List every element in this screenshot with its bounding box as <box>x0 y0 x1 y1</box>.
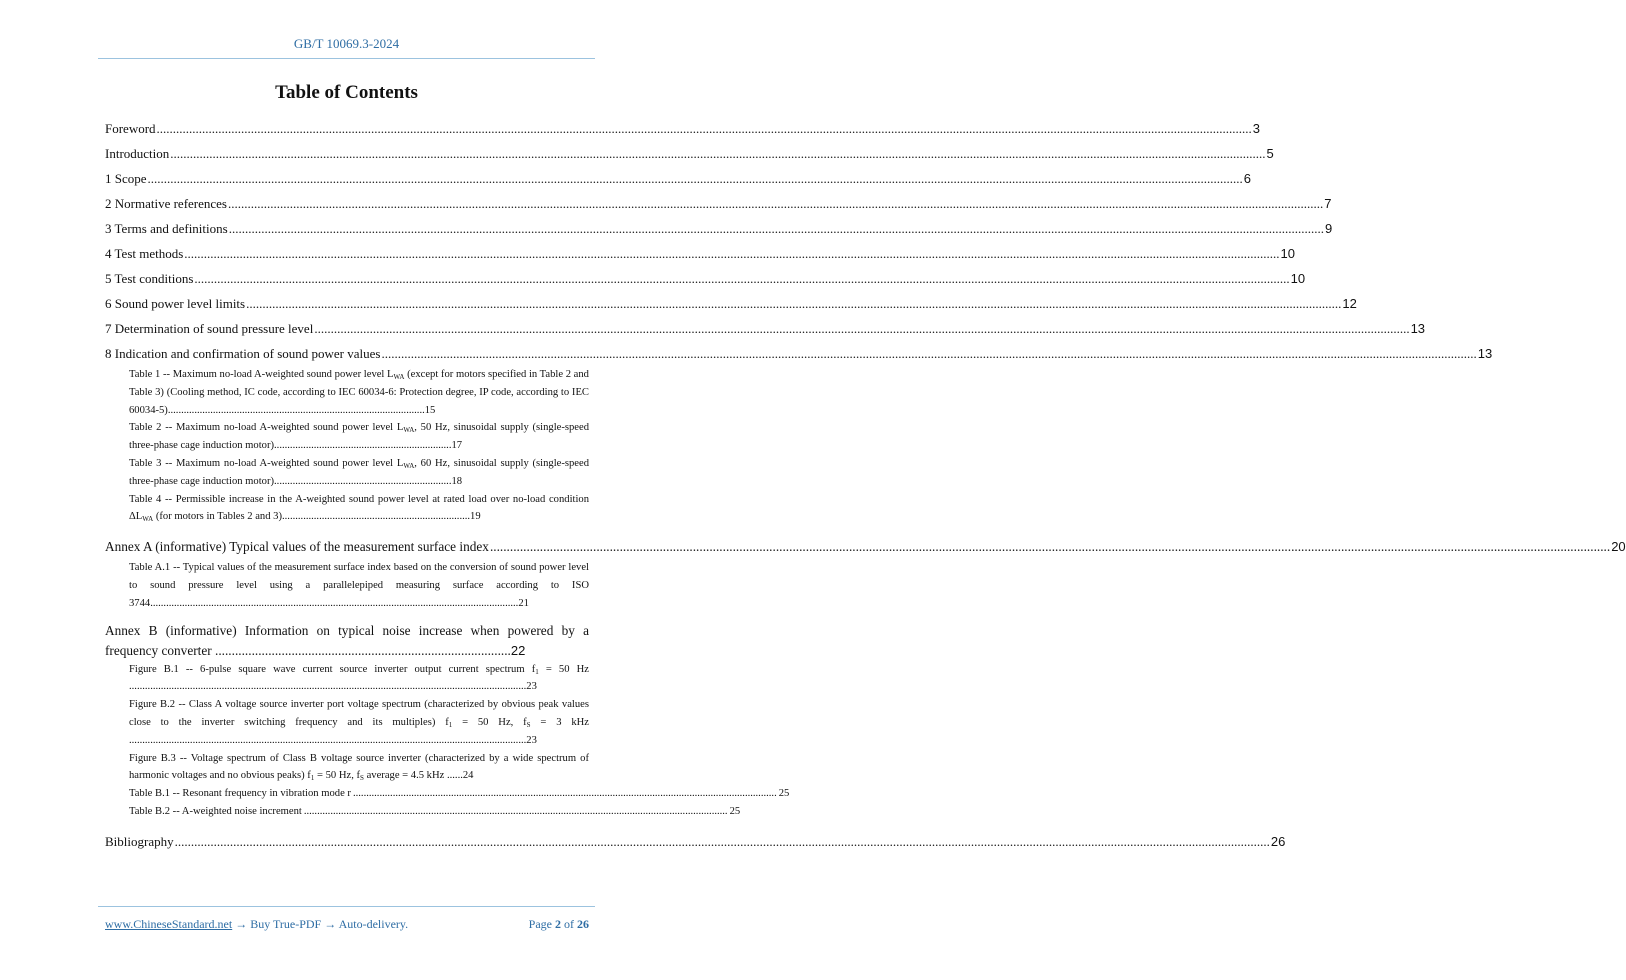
dot-leader <box>314 316 1409 341</box>
dot-leader <box>157 116 1252 141</box>
toc-page-number: 23 <box>526 681 537 693</box>
toc-entry-title: Annex A (informative) Typical values of the measurement surface index <box>105 539 489 555</box>
dot-leader <box>381 341 1476 366</box>
dot-leader <box>148 166 1243 191</box>
toc-entry-introduction[interactable] <box>105 141 1274 166</box>
dot-leader <box>184 241 1279 266</box>
toc-subentry-table-4[interactable]: Table 4 -- Permissible increase in the A-weighted sound power level at rated load over no-load condition $\Delta L_{WA}$ (for motors in Tables 2 and 3).......................................................................19 <box>129 493 589 524</box>
toc-subentry-table-2[interactable]: Table 2 -- Maximum no-load A-weighted sound power level $L_{WA}$, 50 Hz, sinusoidal supply (single-speed three-phase cage induction motor)...................................................................17 <box>129 422 589 452</box>
dot-leader <box>246 291 1341 316</box>
total-pages: 26 <box>577 917 589 931</box>
toc-page-number: 24 <box>462 770 474 782</box>
toc-entry-scope[interactable] <box>105 166 1252 191</box>
toc-subentry-table-1[interactable]: Table 1 -- Maximum no-load A-weighted sound power level $L_{WA}$ (except for motors specified in Table 2 and Table 3) (Cooling method, IC code, according to IEC 60034-6: Protection degree, IP code, according to IEC 60034-5).................................................................................................15 <box>129 369 589 416</box>
toc-entry-bibliography[interactable] <box>105 829 1286 854</box>
dot-leader <box>194 266 1289 291</box>
toc-entry-title: 8 Indication and confirmation of sound power values <box>105 346 381 361</box>
dot-leader: ................................................................................................................................................................ <box>303 805 728 817</box>
dot-leader: ....................................................................... <box>282 511 471 523</box>
dot-leader: ...................................................................................................................................................... <box>129 681 527 693</box>
toc-page-number: 22 <box>510 642 526 658</box>
toc-entry-annex-a[interactable] <box>105 534 1626 559</box>
standard-code: GB/T 10069.3-2024 <box>293 36 400 51</box>
toc-page-number: 20 <box>1611 539 1626 555</box>
page-title: Table of Contents <box>275 82 418 103</box>
toc-entry-title: 2 Normative references <box>105 196 227 211</box>
toc-page-number: 25 <box>729 805 741 817</box>
dot-leader: ................................................................................................................................................................ <box>352 788 777 800</box>
dot-leader: ........................................................................................................................................... <box>150 597 519 609</box>
toc-page-number: 7 <box>1324 196 1332 211</box>
dot-leader: ................................................................... <box>274 475 452 487</box>
arrow-icon: → <box>235 917 248 931</box>
toc-page-number: 3 <box>1252 121 1261 136</box>
toc-entry-test-methods[interactable] <box>105 241 1296 266</box>
header-divider <box>98 58 595 59</box>
toc-entry-title: 6 Sound power level limits <box>105 296 246 311</box>
toc-page-number: 5 <box>1266 146 1274 161</box>
toc-entry-title: 7 Determination of sound pressure level <box>105 321 314 336</box>
toc-page-number: 26 <box>1270 833 1286 849</box>
toc-subentry-table-a1[interactable]: Table A.1 -- Typical values of the measurement surface index based on the conversion of sound power level to sound pressure level using a parallelepiped measuring surface according to ISO 3744...........................................................................................................................................21 <box>129 562 589 609</box>
toc-entry-sound-power-limits[interactable] <box>105 291 1357 316</box>
toc-subentry-table-b2[interactable]: Table B.2 -- A-weighted noise increment ................................................................................................................................................................ 25 <box>129 803 589 821</box>
toc-page-number: 25 <box>778 788 790 800</box>
toc-entry-sound-pressure[interactable] <box>105 316 1426 341</box>
page-indicator: Page 2 of 26 <box>528 917 589 931</box>
dot-leader <box>490 534 1610 559</box>
toc-entry-indication[interactable] <box>105 341 1493 366</box>
toc-entry-title: Introduction <box>105 146 170 161</box>
auto-delivery-text: Auto-delivery. <box>338 917 409 931</box>
toc-entry-title: 3 Terms and definitions <box>105 221 228 236</box>
toc-entry-test-conditions[interactable] <box>105 266 1306 291</box>
toc-page-number: 13 <box>1477 346 1493 361</box>
toc-entry-annex-b[interactable] <box>105 621 589 661</box>
toc-subentry-table-3[interactable]: Table 3 -- Maximum no-load A-weighted sound power level $L_{WA}$, 60 Hz, sinusoidal supply (single-speed three-phase cage induction motor)...................................................................18 <box>129 457 589 487</box>
dot-leader <box>175 829 1270 854</box>
current-page-number: 2 <box>555 917 561 931</box>
toc-subentry-figure-b3[interactable]: Figure B.3 -- Voltage spectrum of Class B voltage source inverter (characterized by a wide spectrum of harmonic voltages and no obvious peaks) $f_1 = 50$ Hz, $f_S$ average = 4.5 kHz ......24 <box>129 752 589 783</box>
toc-page-number: 10 <box>1280 246 1296 261</box>
toc-subentry-table-b1[interactable]: Table B.1 -- Resonant frequency in vibration mode r ................................................................................................................................................................ 25 <box>129 785 589 803</box>
toc-entry-title: Annex B (informative) Information on typical noise increase when powered by a frequency converter <box>105 622 589 658</box>
page-footer <box>105 917 589 932</box>
toc-page-number: 19 <box>470 511 481 523</box>
toc-entry-terms[interactable] <box>105 216 1333 241</box>
dot-leader <box>228 191 1323 216</box>
site-link[interactable]: www.ChineseStandard.net <box>105 917 233 931</box>
toc-page-number: 10 <box>1290 271 1306 286</box>
toc-entry-title: Bibliography <box>105 833 174 849</box>
dot-leader: ................................................................................................. <box>167 404 425 416</box>
toc-page-number: 17 <box>451 440 463 452</box>
footer-divider <box>98 906 595 907</box>
dot-leader <box>229 216 1324 241</box>
toc-subentry-figure-b2[interactable]: Figure B.2 -- Class A voltage source inverter port voltage spectrum (characterized by obvious peak values close to the inverter switching frequency and its multiples) $f_1 = 50$ Hz, $f_S = 3$ kHz ......................................................................................................................................................23 <box>129 699 589 746</box>
toc-page-number: 12 <box>1342 296 1357 311</box>
dot-leader: ...... <box>444 770 463 782</box>
dot-leader: ................................................................... <box>274 440 452 452</box>
toc-page-number: 6 <box>1243 171 1252 186</box>
toc-entry-title: 5 Test conditions <box>105 271 194 286</box>
toc-entry-foreword[interactable] <box>105 116 1261 141</box>
toc-page-number: 18 <box>451 475 463 487</box>
toc-page-number: 23 <box>526 734 537 746</box>
dot-leader: ......................................................................................... <box>211 642 511 658</box>
toc-entry-title: 4 Test methods <box>105 246 184 261</box>
toc-page-number: 21 <box>518 597 529 609</box>
dot-leader: ...................................................................................................................................................... <box>129 734 527 746</box>
toc-page-number: 9 <box>1324 221 1333 236</box>
dot-leader <box>170 141 1265 166</box>
table-of-contents <box>105 116 1626 854</box>
toc-entry-title: 1 Scope <box>105 171 147 186</box>
buy-pdf-link[interactable]: Buy True-PDF <box>250 917 322 931</box>
document-header <box>0 36 693 52</box>
toc-page-number: 15 <box>424 404 436 416</box>
toc-page-number: 13 <box>1410 321 1426 336</box>
arrow-icon: → <box>324 917 337 931</box>
toc-subentry-figure-b1[interactable]: Figure B.1 -- 6-pulse square wave current source inverter output current spectrum $f_1 = 50$ Hz ......................................................................................................................................................23 <box>129 663 589 693</box>
toc-entry-normative-references[interactable] <box>105 191 1332 216</box>
toc-entry-title: Foreword <box>105 121 156 136</box>
